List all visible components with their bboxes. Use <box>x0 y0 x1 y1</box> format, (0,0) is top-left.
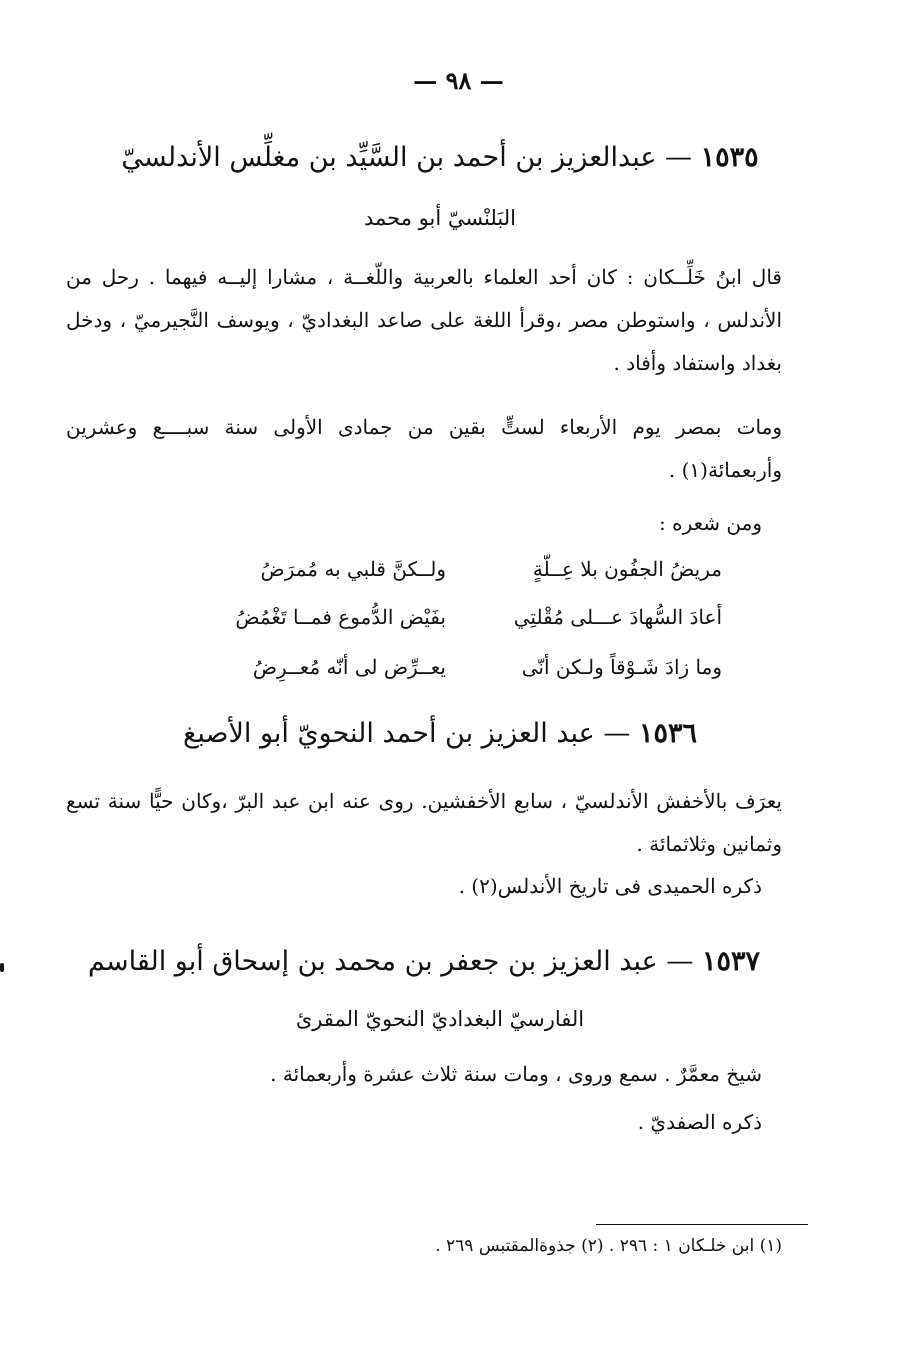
entry-number: ١٥٣٦ <box>638 718 697 749</box>
footnote-separator <box>596 1224 808 1225</box>
entry-subheading-1537: الفارسيّ البغداديّ النحويّ المقرىٔ <box>295 1007 585 1031</box>
verse-first-hemistich: أعادَ السُّهادَ عـــلى مُقْلتِي <box>513 605 722 629</box>
poem-intro: ومن شعره : <box>659 511 762 535</box>
paragraph-1536-source: ذكره الحميدى فى تاريخ الأندلس(٢) . <box>458 874 762 898</box>
entry-heading-1537 <box>88 946 760 977</box>
paragraph-1535-death: ومات بمصر يوم الأربعاء لستٍّ بقين من جمادى الأولى سنة سبــــع وعشرين وأربعمائة(١) . <box>66 415 782 482</box>
entry-title: — عبدالعزيز بن أحمد بن السَّيِّد بن مغلِّس الأندلسيّ <box>121 142 693 173</box>
entry-number: ١٥٣٧ <box>701 946 760 977</box>
verse-second-hemistich: بفَيْض الدُّموع فمــا تَغْمُضُ <box>235 605 446 629</box>
entry-title: — عبد العزيز بن أحمد النحويّ أبو الأصبغ <box>183 718 631 749</box>
paragraph-1536-bio: يعرَف بالأخفش الأندلسيّ ، سابع الأخفشين. روى عنه ابن عبد البرّ ،وكان حيًّا سنة تسع وثمانين وثلاثمائة . <box>66 789 782 856</box>
scan-edge-mark <box>0 963 4 972</box>
paragraph-1535-bio: قال ابنُ خَلِّــكان : كان أحد العلماء بالعربية واللّغــة ، مشارا إليــه فيهما . رحل من الأندلس ، واستوطن مصر ،وقرأ اللغة على صاعد البغداديّ ، ويوسف النَّجيرميّ ، ودخل بغداد واستفاد وأفاد . <box>66 265 782 375</box>
page-number: — ٩٨ — <box>413 66 504 95</box>
paragraph-1537-bio: شيخ معمَّرٌ . سمع وروى ، ومات سنة ثلاث عشرة وأربعمائة . <box>270 1062 762 1086</box>
verse-second-hemistich: ولــكنَّ قلبي به مُمرَضُ <box>260 557 446 581</box>
footnotes: (١) ابن خلـكان ١ : ٢٩٦ . (٢) جذوةالمقتبس ٢٦٩ . <box>435 1236 782 1256</box>
entry-heading-1535 <box>120 142 760 173</box>
verse-first-hemistich: مريضُ الجفُون بلا عِــلّةٍ <box>532 557 722 581</box>
verse-first-hemistich: وما زادَ شَـوْقاً ولـكن أنّى <box>521 655 722 679</box>
verse-second-hemistich: يعــرِّض لى أنّه مُعــرِضُ <box>252 655 446 679</box>
paragraph-1537-source: ذكره الصفديّ . <box>637 1110 762 1134</box>
entry-number: ١٥٣٥ <box>700 142 759 173</box>
entry-title: — عبد العزيز بن جعفر بن محمد بن إسحاق أبو القاسم <box>88 946 694 977</box>
entry-subheading-1535: البَلنْسيّ أبو محمد <box>364 206 516 230</box>
entry-heading-1536 <box>120 718 760 749</box>
